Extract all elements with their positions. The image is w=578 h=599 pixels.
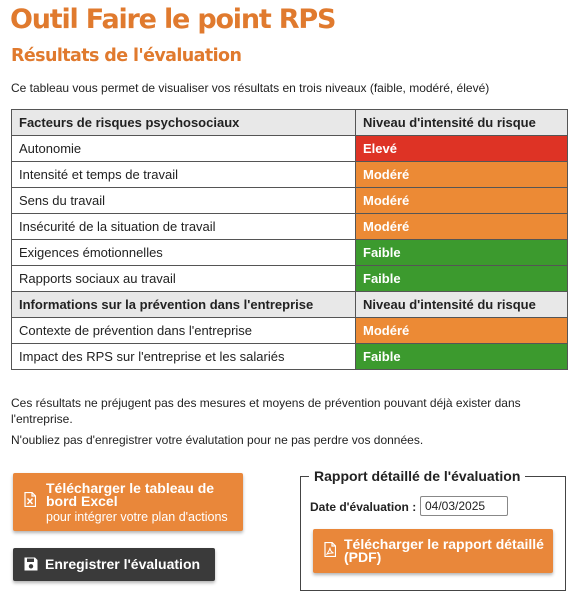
report-legend: Rapport détaillé de l'évaluation (314, 468, 521, 484)
download-excel-label: Télécharger le tableau de bord Excel (46, 480, 215, 509)
factor-cell: Exigences émotionnelles (12, 240, 356, 266)
level-cell: Modéré (356, 188, 568, 214)
download-excel-button[interactable] (13, 473, 243, 531)
disclaimer-text: Ces résultats ne préjugent pas des mesures et moyens de prévention pouvant déjà exister dans l'entreprise. (11, 396, 521, 426)
download-pdf-button[interactable] (313, 529, 553, 573)
table-row (12, 240, 568, 266)
column-header-level: Niveau d'intensité du risque (356, 110, 568, 136)
table-row (12, 136, 568, 162)
factor-cell: Rapports sociaux au travail (12, 266, 356, 292)
level-cell: Modéré (356, 318, 568, 344)
factor-cell: Autonomie (12, 136, 356, 162)
download-pdf-label: Télécharger le rapport détaillé (PDF) (344, 536, 544, 565)
save-evaluation-label: Enregistrer l'évaluation (45, 556, 201, 572)
save-reminder-text: N'oubliez pas d'enregistrer votre évalutation pour ne pas perdre vos données. (11, 433, 424, 447)
table-row (12, 162, 568, 188)
evaluation-date-label: Date d'évaluation : (310, 500, 417, 514)
level-cell: Modéré (356, 214, 568, 240)
file-excel-icon (24, 492, 36, 512)
level-cell: Faible (356, 344, 568, 370)
table-row (12, 188, 568, 214)
factor-cell: Insécurité de la situation de travail (12, 214, 356, 240)
table-row (12, 266, 568, 292)
factor-cell: Impact des RPS sur l'entreprise et les salariés (12, 344, 356, 370)
save-evaluation-button[interactable] (13, 548, 215, 581)
level-cell: Elevé (356, 136, 568, 162)
save-icon (24, 557, 38, 576)
table-row (12, 318, 568, 344)
table-row (12, 214, 568, 240)
column-header-factors: Facteurs de risques psychosociaux (12, 110, 356, 136)
level-cell: Modéré (356, 162, 568, 188)
evaluation-date-input[interactable] (420, 496, 508, 516)
table-section-header-row (12, 292, 568, 318)
download-excel-sublabel: pour intégrer votre plan d'actions (46, 510, 228, 524)
level-cell: Faible (356, 240, 568, 266)
level-cell: Faible (356, 266, 568, 292)
intro-text: Ce tableau vous permet de visualiser vos résultats en trois niveaux (faible, modéré, élevé) (11, 81, 490, 95)
factor-cell: Contexte de prévention dans l'entreprise (12, 318, 356, 344)
page-title: Outil Faire le point RPS (10, 4, 336, 35)
table-header-row (12, 110, 568, 136)
section-title: Résultats de l'évaluation (11, 46, 242, 66)
column-header-prevention: Informations sur la prévention dans l'entreprise (12, 292, 356, 318)
results-table (11, 109, 568, 370)
factor-cell: Sens du travail (12, 188, 356, 214)
file-pdf-icon (324, 542, 336, 562)
column-header-level: Niveau d'intensité du risque (356, 292, 568, 318)
factor-cell: Intensité et temps de travail (12, 162, 356, 188)
table-row (12, 344, 568, 370)
